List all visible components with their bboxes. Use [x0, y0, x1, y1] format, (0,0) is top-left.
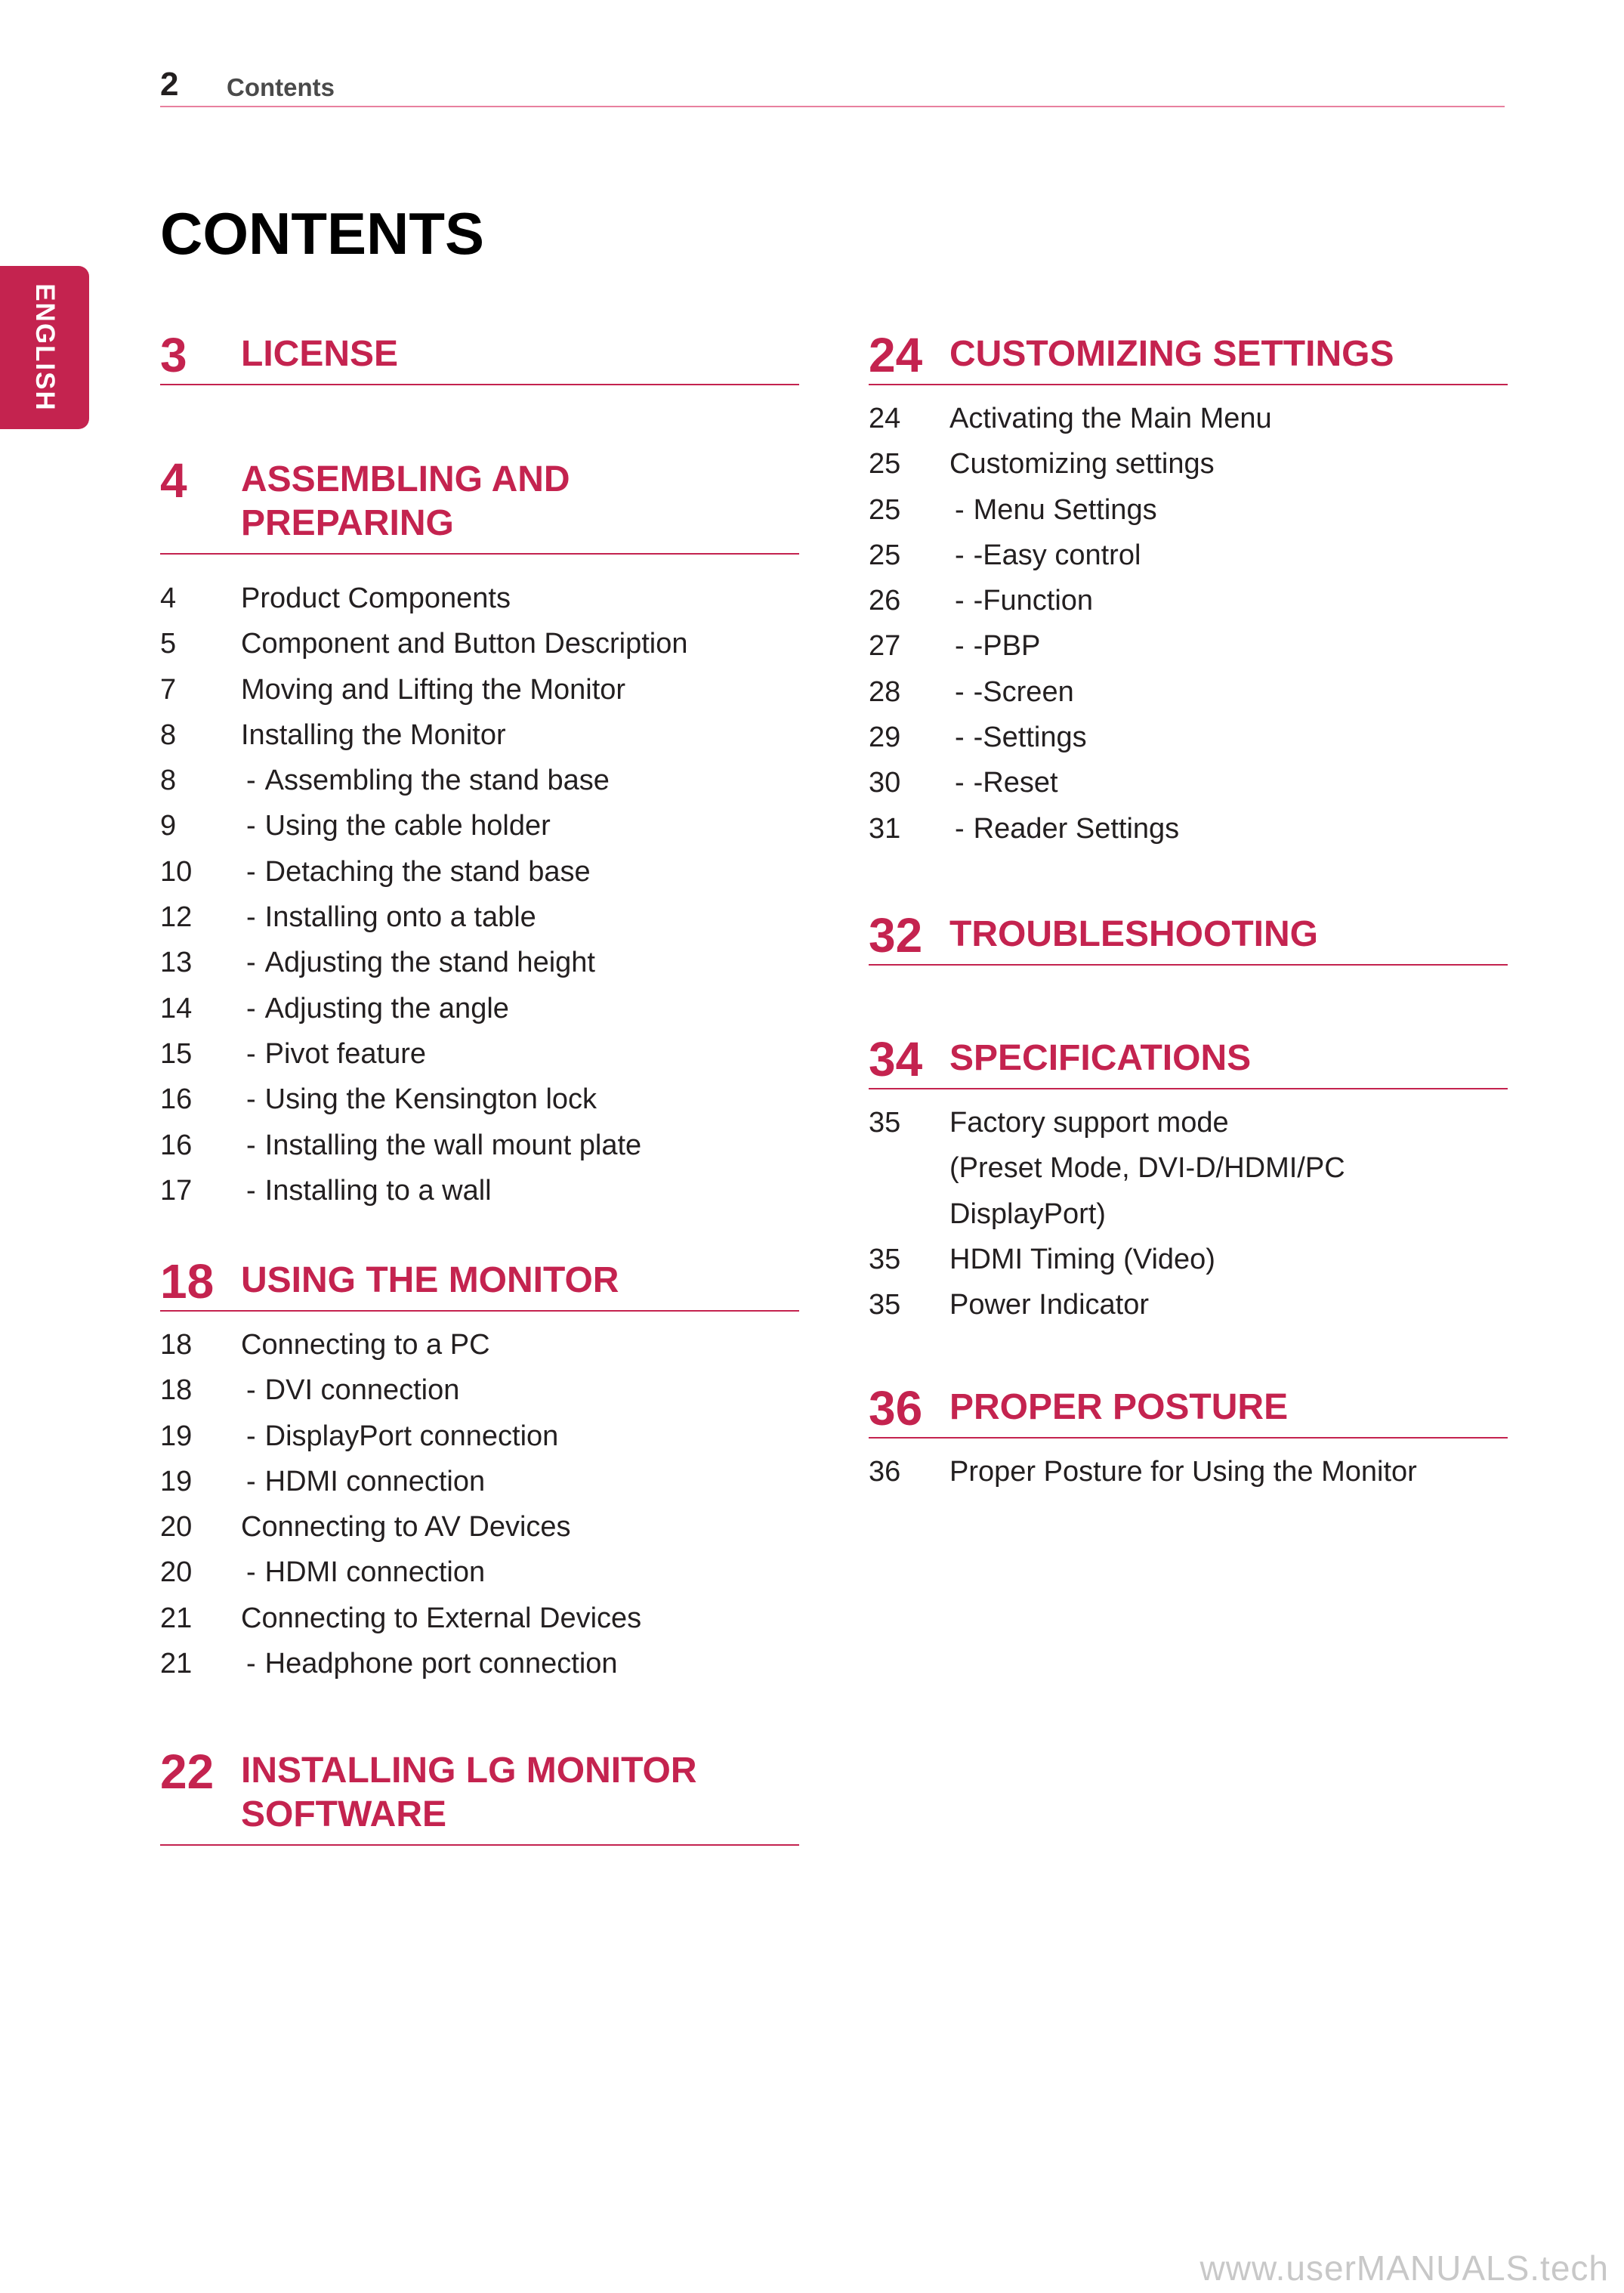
entry-title: [246, 986, 509, 1031]
bullet-dash: -: [955, 539, 965, 571]
entry-label: Adjusting the stand height: [264, 947, 595, 979]
entry-label: Reader Settings: [973, 812, 1180, 845]
bullet-dash: -: [955, 493, 965, 526]
toc-entry[interactable]: [869, 396, 1508, 441]
entry-page-number: 17: [160, 1174, 193, 1207]
toc-entry[interactable]: [869, 1237, 1508, 1282]
entry-title: [955, 806, 1179, 851]
entry-title: [246, 803, 551, 848]
toc-entry[interactable]: [869, 1145, 1508, 1191]
entry-title: [246, 1459, 485, 1504]
bullet-dash: -: [246, 1420, 256, 1452]
section-title: INSTALLING LG MONITOR SOFTWARE: [241, 1751, 697, 1834]
toc-entry[interactable]: [869, 441, 1508, 487]
section-items: [869, 1100, 1508, 1327]
bullet-dash: -: [246, 1174, 256, 1207]
entry-label: Connecting to a PC: [241, 1329, 490, 1361]
entry-title: [246, 1168, 492, 1213]
toc-subentry[interactable]: [160, 1123, 799, 1168]
entry-title: [246, 1550, 485, 1595]
entry-label: HDMI connection: [264, 1465, 486, 1497]
entry-page-number: 12: [160, 901, 193, 934]
entry-page-number: 8: [160, 718, 177, 751]
entry-page-number: 14: [160, 992, 193, 1024]
toc-entry[interactable]: [160, 1322, 799, 1367]
entry-label: Assembling the stand base: [264, 765, 610, 797]
entry-page-number: 25: [869, 493, 901, 526]
section-heading[interactable]: [160, 328, 799, 385]
language-tab-label: ENGLISH: [30, 283, 60, 412]
section-page-number: 18: [160, 1254, 215, 1309]
bullet-dash: -: [246, 1465, 256, 1497]
entry-title: [246, 758, 610, 803]
toc-subentry[interactable]: [160, 1550, 799, 1595]
toc-entry[interactable]: [160, 1504, 799, 1550]
entry-label: Activating the Main Menu: [949, 403, 1272, 434]
entry-title: [955, 487, 1157, 533]
toc-subentry[interactable]: [160, 1168, 799, 1213]
section-page-number: 36: [869, 1381, 923, 1435]
section-title: PROPER POSTURE: [949, 1387, 1289, 1427]
entry-page-number: 8: [160, 765, 177, 797]
toc-subentry[interactable]: [160, 849, 799, 895]
toc-subentry[interactable]: [160, 940, 799, 985]
entry-page-number: 10: [160, 855, 193, 888]
entry-page-number: 5: [160, 628, 177, 660]
entry-page-number: 28: [869, 675, 901, 708]
bullet-dash: -: [246, 1129, 256, 1161]
toc-subentry[interactable]: [869, 760, 1508, 805]
toc-section: [160, 1744, 799, 1846]
toc-subentry[interactable]: [869, 578, 1508, 623]
section-items: [160, 576, 799, 1213]
entry-title: [949, 1191, 1106, 1237]
entry-label: DisplayPort): [949, 1197, 1106, 1230]
page-number: 2: [160, 66, 179, 103]
bullet-dash: -: [246, 1037, 256, 1070]
entry-title: [246, 1414, 558, 1459]
entry-label: -Reset: [973, 767, 1058, 799]
section-title: SPECIFICATIONS: [949, 1038, 1252, 1078]
toc-subentry[interactable]: [869, 806, 1508, 851]
bullet-dash: -: [246, 1556, 256, 1589]
section-heading[interactable]: [160, 453, 799, 555]
toc-subentry[interactable]: [160, 1414, 799, 1459]
language-tab: [0, 266, 89, 429]
toc-subentry[interactable]: [160, 895, 799, 940]
entry-page-number: 35: [869, 1107, 901, 1139]
entry-page-number: 7: [160, 673, 177, 706]
entry-title: [241, 1504, 571, 1550]
toc-section: [869, 1032, 1508, 1321]
entry-title: [955, 533, 1141, 578]
section-title: LICENSE: [241, 334, 399, 374]
entry-page-number: 21: [160, 1602, 193, 1634]
entry-page-number: 25: [869, 539, 901, 571]
entry-label: HDMI connection: [264, 1556, 486, 1589]
entry-label: -Function: [973, 585, 1094, 617]
entry-title: [949, 441, 1215, 487]
header-title: Contents: [227, 73, 335, 101]
section-heading[interactable]: [160, 1254, 799, 1312]
section-title: USING THE MONITOR: [241, 1260, 619, 1300]
bullet-dash: -: [246, 1374, 256, 1407]
entry-title: [955, 669, 1074, 715]
toc-subentry[interactable]: [160, 1077, 799, 1122]
section-items: [160, 1322, 799, 1686]
entry-page-number: 18: [160, 1329, 193, 1361]
entry-label: Connecting to AV Devices: [241, 1511, 571, 1544]
toc-entry[interactable]: [160, 1596, 799, 1641]
toc-subentry[interactable]: [160, 1459, 799, 1504]
section-title: CUSTOMIZING SETTINGS: [949, 334, 1394, 374]
entry-title: [955, 623, 1040, 669]
entry-page-number: 36: [869, 1456, 901, 1488]
toc-subentry[interactable]: [160, 1641, 799, 1686]
toc-entry[interactable]: [160, 621, 799, 666]
entry-label: Product Components: [241, 583, 511, 614]
section-page-number: 4: [160, 453, 187, 508]
entry-page-number: 21: [160, 1648, 193, 1680]
toc-entry[interactable]: [160, 712, 799, 758]
page-title: CONTENTS: [160, 200, 484, 267]
toc-section: [869, 1381, 1508, 1488]
entry-title: [955, 715, 1087, 760]
page-header: [160, 63, 1505, 107]
bullet-dash: -: [955, 812, 965, 845]
entry-page-number: 13: [160, 947, 193, 979]
entry-title: [241, 576, 511, 621]
watermark: www.userMANUALS.tech: [1199, 2248, 1609, 2288]
entry-label: Pivot feature: [264, 1037, 426, 1070]
entry-label: DVI connection: [264, 1374, 460, 1407]
entry-label: Component and Button Description: [241, 628, 688, 660]
section-title: ASSEMBLING AND PREPARING: [241, 459, 570, 543]
toc-subentry[interactable]: [160, 986, 799, 1031]
entry-label: Connecting to External Devices: [241, 1602, 642, 1634]
entry-title: [246, 849, 591, 895]
entry-label: (Preset Mode, DVI-D/HDMI/PC: [949, 1152, 1345, 1185]
entry-label: Adjusting the angle: [264, 992, 509, 1024]
entry-title: [241, 1322, 490, 1367]
entry-label: -Screen: [973, 675, 1074, 708]
entry-label: Menu Settings: [973, 493, 1157, 526]
toc-section: [160, 328, 799, 385]
entry-page-number: 19: [160, 1465, 193, 1497]
entry-label: Installing to a wall: [264, 1174, 492, 1207]
entry-label: -PBP: [973, 630, 1041, 663]
entry-title: [955, 760, 1058, 805]
toc-entry[interactable]: [869, 1282, 1508, 1327]
toc-subentry[interactable]: [160, 1367, 799, 1413]
toc-section: [160, 1254, 799, 1680]
entry-page-number: 35: [869, 1289, 901, 1321]
entry-title: [949, 1100, 1229, 1145]
bullet-dash: -: [246, 855, 256, 888]
toc-subentry[interactable]: [160, 803, 799, 848]
toc-subentry[interactable]: [869, 669, 1508, 715]
entry-label: DisplayPort connection: [264, 1420, 559, 1452]
section-title: TROUBLESHOOTING: [949, 914, 1318, 954]
entry-title: [246, 1641, 618, 1686]
section-heading[interactable]: [869, 328, 1508, 385]
entry-title: [246, 1031, 426, 1077]
entry-label: Installing the wall mount plate: [264, 1129, 642, 1161]
bullet-dash: -: [246, 1648, 256, 1680]
section-page-number: 24: [869, 328, 923, 382]
entry-title: [949, 396, 1272, 441]
entry-page-number: 15: [160, 1037, 193, 1070]
entry-label: Detaching the stand base: [264, 855, 591, 888]
entry-label: -Settings: [973, 722, 1087, 754]
section-page-number: 32: [869, 908, 923, 963]
entry-page-number: 24: [869, 403, 901, 434]
entry-title: [949, 1449, 1417, 1494]
entry-title: [955, 578, 1093, 623]
entry-title: [246, 1123, 641, 1168]
entry-title: [246, 940, 595, 985]
entry-page-number: 25: [869, 448, 901, 481]
section-items: [869, 396, 1508, 851]
entry-label: Headphone port connection: [264, 1648, 618, 1680]
section-page-number: 34: [869, 1032, 923, 1086]
entry-label: Installing onto a table: [264, 901, 536, 934]
entry-page-number: 19: [160, 1420, 193, 1452]
entry-title: [241, 712, 506, 758]
section-heading[interactable]: [869, 1032, 1508, 1089]
toc-entry[interactable]: [869, 1100, 1508, 1145]
entry-page-number: 16: [160, 1083, 193, 1116]
bullet-dash: -: [955, 630, 965, 663]
entry-page-number: 29: [869, 722, 901, 754]
entry-label: Using the Kensington lock: [264, 1083, 597, 1116]
bullet-dash: -: [955, 585, 965, 617]
entry-page-number: 9: [160, 810, 177, 842]
toc-subentry[interactable]: [869, 623, 1508, 669]
entry-title: [246, 1077, 597, 1122]
entry-page-number: 30: [869, 767, 901, 799]
toc-subentry[interactable]: [869, 533, 1508, 578]
bullet-dash: -: [955, 675, 965, 708]
entry-label: Installing the Monitor: [241, 718, 506, 751]
bullet-dash: -: [246, 901, 256, 934]
toc-subentry[interactable]: [160, 1031, 799, 1077]
section-page-number: 3: [160, 328, 187, 382]
entry-page-number: 18: [160, 1374, 193, 1407]
bullet-dash: -: [246, 947, 256, 979]
section-heading[interactable]: [869, 1381, 1508, 1439]
section-items: [869, 1449, 1508, 1494]
entry-page-number: 20: [160, 1556, 193, 1589]
entry-page-number: 35: [869, 1243, 901, 1275]
bullet-dash: -: [955, 722, 965, 754]
entry-page-number: 4: [160, 583, 177, 614]
bullet-dash: -: [246, 992, 256, 1024]
entry-label: Power Indicator: [949, 1289, 1150, 1321]
entry-label: -Easy control: [973, 539, 1141, 571]
entry-label: Using the cable holder: [264, 810, 551, 842]
toc-section: [869, 328, 1508, 845]
entry-label: HDMI Timing (Video): [949, 1243, 1215, 1275]
toc-entry[interactable]: [869, 1191, 1508, 1237]
toc-entry[interactable]: [869, 1449, 1508, 1494]
entry-page-number: 26: [869, 585, 901, 617]
toc-subentry[interactable]: [869, 715, 1508, 760]
entry-page-number: 16: [160, 1129, 193, 1161]
bullet-dash: -: [246, 810, 256, 842]
section-heading[interactable]: [869, 908, 1508, 966]
toc-entry[interactable]: [160, 576, 799, 621]
toc-subentry[interactable]: [160, 758, 799, 803]
entry-page-number: 31: [869, 812, 901, 845]
bullet-dash: -: [246, 1083, 256, 1116]
entry-label: Factory support mode: [949, 1107, 1229, 1139]
entry-label: Moving and Lifting the Monitor: [241, 673, 626, 706]
entry-label: Customizing settings: [949, 448, 1215, 481]
entry-title: [949, 1145, 1345, 1191]
toc-section: [160, 453, 799, 1207]
bullet-dash: -: [246, 765, 256, 797]
entry-title: [949, 1282, 1149, 1327]
entry-title: [241, 621, 687, 666]
entry-page-number: 27: [869, 630, 901, 663]
entry-title: [246, 1367, 459, 1413]
section-page-number: 22: [160, 1744, 215, 1799]
toc-entry[interactable]: [160, 667, 799, 712]
entry-title: [949, 1237, 1215, 1282]
bullet-dash: -: [955, 767, 965, 799]
toc-section: [869, 908, 1508, 966]
section-heading[interactable]: [160, 1744, 799, 1846]
entry-title: [246, 895, 536, 940]
entry-title: [241, 1596, 641, 1641]
toc-subentry[interactable]: [869, 487, 1508, 533]
entry-page-number: 20: [160, 1511, 193, 1544]
entry-label: Proper Posture for Using the Monitor: [949, 1456, 1417, 1488]
entry-title: [241, 667, 625, 712]
